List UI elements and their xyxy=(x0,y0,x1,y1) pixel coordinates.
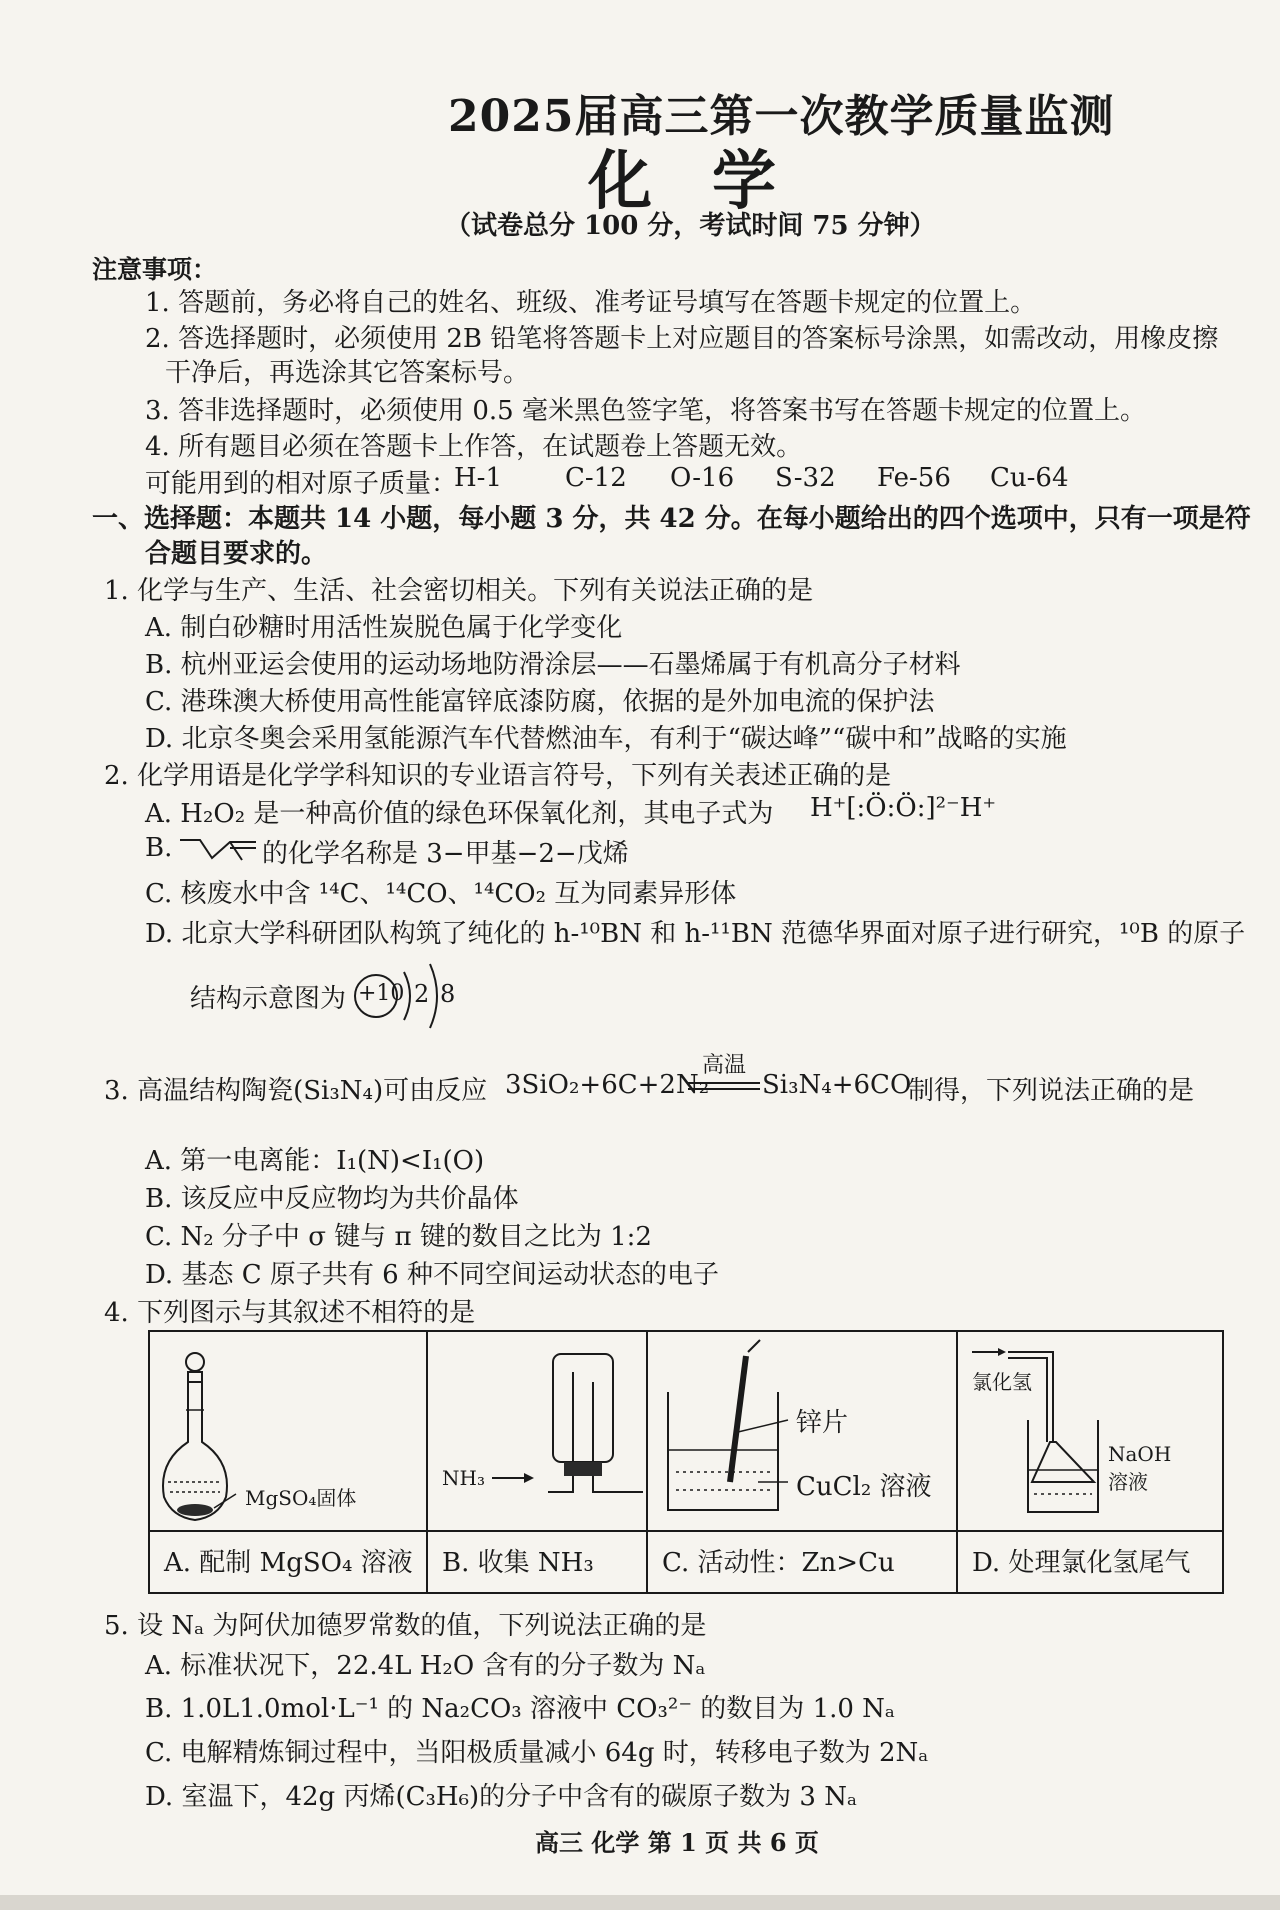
atomic-structure-diagram xyxy=(352,958,472,1034)
q5-option-c: C. 电解精炼铜过程中，当阳极质量减小 64g 时，转移电子数为 2Nₐ xyxy=(145,1738,929,1768)
page-footer: 高三 化学 第 1 页 共 6 页 xyxy=(535,1828,819,1857)
note-item: 4. 所有题目必须在答题卡上作答，在试题卷上答题无效。 xyxy=(145,432,803,462)
equals-line xyxy=(688,1088,760,1090)
q2-option-b-label: B. xyxy=(145,833,173,863)
figure-cell-b xyxy=(428,1332,648,1592)
question-5-stem: 5. 设 Nₐ 为阿伏加德罗常数的值，下列说法正确的是 xyxy=(104,1611,707,1641)
figure-caption-c: C. 活动性：Zn>Cu xyxy=(662,1548,895,1578)
q2-option-d: D. 北京大学科研团队构筑了纯化的 h-¹⁰BN 和 h-¹¹BN 范德华界面对原子进行研究，¹⁰B 的原子 xyxy=(145,919,1246,949)
figure-cell-a xyxy=(150,1332,428,1592)
figure-caption-d: D. 处理氯化氢尾气 xyxy=(972,1548,1191,1578)
atomic-mass: Cu-64 xyxy=(990,463,1069,493)
q2-option-a: A. H₂O₂ 是一种高价值的绿色环保氧化剂，其电子式为 xyxy=(145,799,774,829)
ammonia-label: NH₃ xyxy=(442,1466,485,1490)
atomic-mass: C-12 xyxy=(565,463,627,493)
nucleus-charge: +10 xyxy=(358,981,405,1006)
shell-electrons: 8 xyxy=(440,980,456,1008)
equals-line xyxy=(688,1082,760,1084)
q3-option-a: A. 第一电离能：I₁(N)<I₁(O) xyxy=(145,1146,485,1176)
shell-electrons: 2 xyxy=(414,980,430,1008)
electron-formula: H⁺[:Ö:Ö:]²⁻H⁺ xyxy=(810,793,997,823)
exam-title: 2025届高三第一次教学质量监测 xyxy=(448,91,1115,142)
q5-option-d: D. 室温下，42g 丙烯(C₃H₆)的分子中含有的碳原子数为 3 Nₐ xyxy=(145,1782,857,1812)
exam-meta: （试卷总分 100 分，考试时间 75 分钟） xyxy=(445,211,936,241)
atomic-mass: O-16 xyxy=(670,463,735,493)
flask-label: MgSO₄固体 xyxy=(245,1486,357,1510)
section-heading-cont: 合题目要求的。 xyxy=(145,539,328,569)
solution-label: CuCl₂ 溶液 xyxy=(796,1472,932,1502)
gas-collection-bottle-icon xyxy=(428,1332,648,1530)
figure-cell-c xyxy=(648,1332,958,1592)
note-item: 干净后，再选涂其它答案标号。 xyxy=(165,358,530,388)
note-item: 1. 答题前，务必将自己的姓名、班级、准考证号填写在答题卡规定的位置上。 xyxy=(145,288,1037,318)
skeletal-formula-icon xyxy=(178,830,260,866)
q3-option-d: D. 基态 C 原子共有 6 种不同空间运动状态的电子 xyxy=(145,1260,719,1290)
hcl-label: 氯化氢 xyxy=(972,1370,1032,1394)
notes-heading: 注意事项： xyxy=(92,255,218,284)
question-2-stem: 2. 化学用语是化学学科知识的专业语言符号，下列有关表述正确的是 xyxy=(104,761,892,791)
q3-option-b: B. 该反应中反应物均为共价晶体 xyxy=(145,1184,519,1214)
question-4-stem: 4. 下列图示与其叙述不相符的是 xyxy=(104,1298,476,1328)
note-item: 2. 答选择题时，必须使用 2B 铅笔将答题卡上对应题目的答案标号涂黑，如需改动，用橡皮擦 xyxy=(145,324,1219,354)
atomic-mass: S-32 xyxy=(775,463,836,493)
figure-cell-d xyxy=(958,1332,1222,1592)
gas-absorption-icon xyxy=(958,1332,1222,1530)
q2-option-c: C. 核废水中含 ¹⁴C、¹⁴CO、¹⁴CO₂ 互为同素异形体 xyxy=(145,879,737,909)
q5-option-a: A. 标准状况下，22.4L H₂O 含有的分子数为 Nₐ xyxy=(145,1651,706,1681)
figure-caption-b: B. 收集 NH₃ xyxy=(442,1548,594,1578)
note-item: 3. 答非选择题时，必须使用 0.5 毫米黑色签字笔，将答案书写在答题卡规定的位置上。 xyxy=(145,396,1146,426)
equation-products: Si₃N₄+6CO xyxy=(762,1070,912,1100)
q1-option-c: C. 港珠澳大桥使用高性能富锌底漆防腐，依据的是外加电流的保护法 xyxy=(145,687,935,717)
question-1-stem: 1. 化学与生产、生活、社会密切相关。下列有关说法正确的是 xyxy=(104,576,814,606)
naoh-label: NaOH xyxy=(1108,1442,1172,1466)
q5-option-b: B. 1.0L1.0mol·L⁻¹ 的 Na₂CO₃ 溶液中 CO₃²⁻ 的数目为 1.0 Nₐ xyxy=(145,1694,895,1724)
q2-option-b: 的化学名称是 3−甲基−2−戊烯 xyxy=(262,839,629,869)
zinc-label: 锌片 xyxy=(796,1408,849,1438)
naoh-solution-label: 溶液 xyxy=(1108,1470,1148,1494)
q1-option-b: B. 杭州亚运会使用的运动场地防滑涂层——石墨烯属于有机高分子材料 xyxy=(145,650,961,680)
q1-option-d: D. 北京冬奥会采用氢能源汽车代替燃油车，有利于“碳达峰”“碳中和”战略的实施 xyxy=(145,724,1067,754)
figure-table xyxy=(148,1330,1224,1594)
q2-option-d-cont: 结构示意图为 xyxy=(190,984,347,1014)
q3-option-c: C. N₂ 分子中 σ 键与 π 键的数目之比为 1:2 xyxy=(145,1222,652,1252)
subject-title: 化学 xyxy=(588,144,836,219)
question-3-stem: 3. 高温结构陶瓷(Si₃N₄)可由反应 xyxy=(104,1076,488,1106)
atomic-mass: Fe-56 xyxy=(877,463,951,493)
figure-caption-a: A. 配制 MgSO₄ 溶液 xyxy=(164,1548,413,1578)
equation-reactants: 3SiO₂+6C+2N₂ xyxy=(505,1070,710,1100)
atomic-masses-label: 可能用到的相对原子质量： xyxy=(145,469,458,499)
scan-edge xyxy=(0,1895,1280,1910)
question-3-stem-cont: 制得，下列说法正确的是 xyxy=(908,1076,1195,1106)
atomic-mass: H-1 xyxy=(454,463,503,493)
reaction-condition: 高温 xyxy=(701,1053,746,1078)
section-heading: 一、选择题：本题共 14 小题，每小题 3 分，共 42 分。在每小题给出的四个选项中，只有一项是符 xyxy=(92,504,1251,534)
q1-option-a: A. 制白砂糖时用活性炭脱色属于化学变化 xyxy=(145,613,623,643)
